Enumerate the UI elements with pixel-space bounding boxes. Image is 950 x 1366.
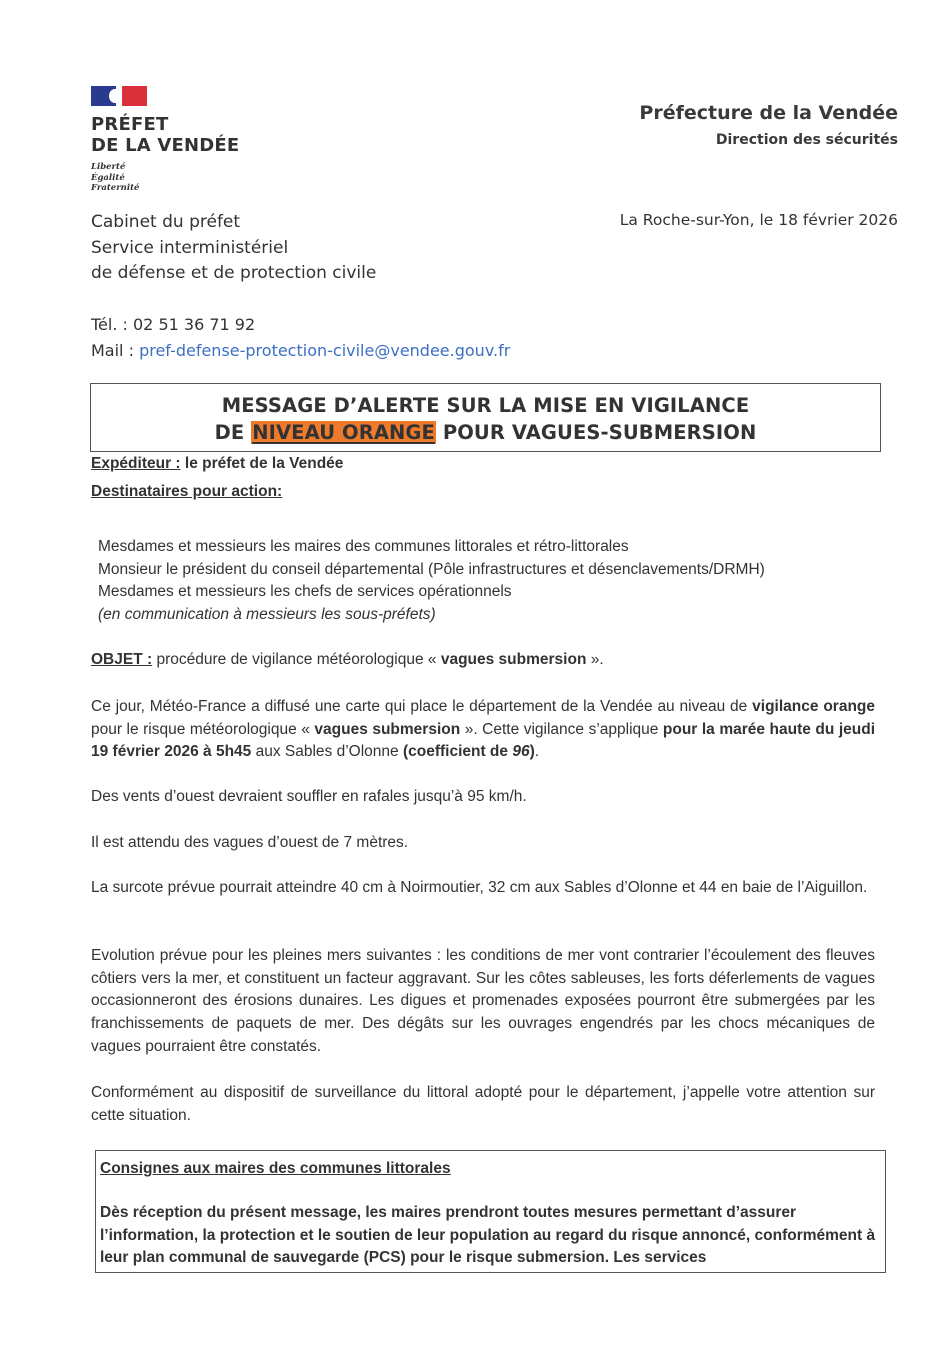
paragraph-wind: Des vents d’ouest devraient souffler en rafales jusqu’à 95 km/h. — [91, 788, 527, 805]
alert-title-line-1: MESSAGE D’ALERTE SUR LA MISE EN VIGILANCE — [221, 394, 750, 417]
orange-level-highlight: NIVEAU ORANGE — [252, 421, 435, 444]
service-line: Cabinet du préfet — [91, 212, 241, 232]
objet-line: OBJET : procédure de vigilance météorologique « vagues submersion ». — [91, 651, 604, 668]
alert-title-box — [90, 383, 881, 452]
french-flag-icon — [91, 86, 147, 106]
prefet-logo — [91, 86, 239, 194]
paragraph-surge: La surcote prévue pourrait atteindre 40 cm à Noirmoutier, 32 cm aux Sables d’Olonne et 44 en baie de l’Aiguillon. — [91, 879, 868, 896]
prefecture-name: Préfecture de la Vendée — [639, 102, 898, 124]
consignes-title: Consignes aux maires des communes littorales — [100, 1160, 451, 1177]
mail-line: Mail : pref-defense-protection-civile@vendee.gouv.fr — [91, 340, 511, 360]
recipients-label: Destinataires pour action: — [91, 483, 283, 500]
logo-title: PRÉFET DE LA VENDÉE — [91, 114, 240, 156]
paragraph-attention: Conformément au dispositif de surveillance du littoral adopté pour le département, j’appelle votre attention sur cette situation. — [91, 1084, 875, 1124]
service-line: de défense et de protection civile — [91, 263, 377, 283]
recipient-item: Monsieur le président du conseil départemental (Pôle infrastructures et désenclavements/DRMH) — [98, 560, 765, 578]
consignes-box — [95, 1150, 886, 1273]
paragraph-vigilance: Ce jour, Météo-France a diffusé une carte qui place le département de la Vendée au niveau de vigilance orange pour le risque météorologique « vagues submersion ». Cette vigilance s’applique pour la marée haute du jeudi 19 février 2026 à 5h45 aux Sables d’Olonne (coefficient de 96). — [91, 698, 876, 761]
paragraph-waves: Il est attendu des vagues d’ouest de 7 mètres. — [91, 834, 409, 851]
alert-title-line-2: DE NIVEAU ORANGE POUR VAGUES-SUBMERSION — [214, 421, 757, 444]
recipient-note: (en communication à messieurs les sous-préfets) — [98, 606, 436, 624]
email-link[interactable]: pref-defense-protection-civile@vendee.gouv.fr — [139, 340, 511, 360]
recipient-item: Mesdames et messieurs les chefs de services opérationnels — [98, 583, 512, 601]
phone-line: Tél. : 02 51 36 71 92 — [91, 315, 256, 334]
direction-name: Direction des sécurités — [715, 132, 898, 148]
sender-value: le préfet de la Vendée — [180, 455, 344, 472]
objet-label: OBJET : — [91, 651, 153, 668]
service-line: Service interministériel — [91, 237, 289, 258]
phone-number: 02 51 36 71 92 — [133, 315, 256, 334]
consignes-text: Dès réception du présent message, les maires prendront toutes mesures permettant d’assurer l’information, la protection et le soutien de leur population au regard du risque annoncé, conformément à leur plan communal de sauvegarde (PCS) pour le risque submersion. Les services — [100, 1204, 876, 1267]
contact-block — [91, 312, 510, 363]
republic-motto: Liberté Égalité Fraternité — [91, 162, 140, 193]
sender-label: Expéditeur : — [91, 455, 181, 472]
service-block — [91, 210, 376, 287]
paragraph-evolution: Evolution prévue pour les pleines mers suivantes : les conditions de mer vont contrarier l’écoulement des fleuves côtiers vers la mer, et constituent un facteur aggravant. Sur les côtes sableuses, les forts déferlements de vagues occasionneront des érosions dunaires. Les digues et promenades exposées pourront être submergées par les franchissements de paquets de mer. Des dégâts sur les ouvrages engendrés par les chocs mécaniques de vagues pourraient être constatés. — [91, 947, 875, 1055]
recipient-item: Mesdames et messieurs les maires des communes littorales et rétro-littorales — [98, 538, 629, 555]
place-and-date: La Roche-sur-Yon, le 18 février 2026 — [619, 211, 898, 229]
sender-line — [91, 455, 875, 473]
recipients-list — [98, 536, 765, 627]
